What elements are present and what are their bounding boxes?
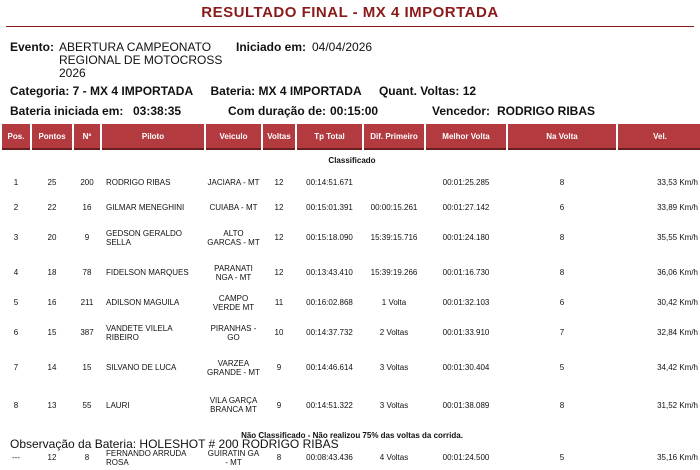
- table-row: [2, 255, 700, 290]
- column-header: Pos.: [2, 124, 30, 150]
- cell-laps: 12: [274, 178, 284, 187]
- cell-laps: 9: [276, 363, 282, 372]
- cell-best-lap: 00:01:38.089: [442, 400, 490, 410]
- column-header: Piloto: [102, 124, 204, 150]
- cell-points: 13: [47, 400, 57, 410]
- cell-points: 20: [47, 233, 57, 242]
- cell-speed: 33,53 Km/h: [657, 178, 698, 187]
- cell-points: 14: [47, 363, 57, 372]
- cell-pilot: FERNANDO ARRUDA ROSA: [106, 448, 187, 467]
- cell-number: 200: [80, 178, 94, 187]
- cell-position: 2: [13, 203, 19, 212]
- bateria-iniciada-value: 03:38:35: [133, 104, 182, 118]
- cell-laps: 9: [276, 400, 282, 410]
- cell-speed: 33,89 Km/h: [657, 203, 698, 212]
- cell-on-lap: 6: [559, 203, 565, 212]
- cell-total-time: 00:14:37.732: [306, 328, 353, 337]
- cell-speed: 31,52 Km/h: [657, 400, 698, 410]
- table-row: [2, 350, 700, 385]
- cell-diff-first: 2 Voltas: [379, 328, 409, 337]
- column-header: Na Volta: [508, 124, 616, 150]
- cell-position: 8: [13, 400, 19, 410]
- cell-on-lap: 8: [559, 178, 565, 187]
- table-header-row: [2, 124, 700, 150]
- cell-diff-first: 3 Voltas: [379, 400, 409, 410]
- cell-vehicle: PIRANHAS - GO: [210, 323, 257, 342]
- duracao-value: 00:15:00: [330, 104, 379, 118]
- results-table: [0, 124, 700, 470]
- cell-points: 15: [47, 328, 57, 337]
- vencedor-value: RODRIGO RIBAS: [497, 104, 596, 118]
- categoria-text: Categoria: 7 - MX 4 IMPORTADA: [10, 84, 194, 98]
- cell-laps: 11: [274, 298, 284, 307]
- cell-speed: 35,55 Km/h: [657, 233, 698, 242]
- cell-total-time: 00:08:43.436: [306, 453, 353, 462]
- cell-pilot: SILVANO DE LUCA: [106, 363, 177, 372]
- column-header: Melhor Volta: [426, 124, 506, 150]
- cell-number: 8: [84, 453, 90, 462]
- cell-diff-first: [364, 170, 424, 195]
- column-header: Pontos: [32, 124, 72, 150]
- cell-points: 16: [47, 298, 57, 307]
- cell-diff-first: 15:39:19.266: [370, 268, 418, 277]
- cell-speed: 36,06 Km/h: [657, 268, 698, 277]
- table-row: [2, 220, 700, 255]
- cell-total-time: 00:15:01.391: [306, 203, 353, 212]
- cell-points: 25: [47, 178, 57, 187]
- cell-pilot: ADILSON MAGUILA: [106, 298, 180, 307]
- cell-best-lap: 00:01:25.285: [442, 178, 490, 187]
- cell-on-lap: 8: [559, 400, 565, 410]
- table-row: [2, 195, 700, 220]
- cell-vehicle: VARZEA GRANDE - MT: [207, 358, 260, 377]
- cell-vehicle: PARANATI NGA - MT: [214, 263, 253, 282]
- cell-diff-first: 1 Volta: [381, 298, 407, 307]
- cell-pilot: GILMAR MENEGHINI: [106, 203, 185, 212]
- cell-total-time: 00:14:51.671: [306, 178, 353, 187]
- cell-position: 7: [13, 363, 19, 372]
- cell-pilot: VANDETE VILELA RIBEIRO: [106, 323, 173, 342]
- column-header: Nº: [74, 124, 100, 150]
- cell-number: 211: [80, 298, 94, 307]
- cell-pilot: FIDELSON MARQUES: [106, 268, 189, 277]
- iniciado-value: 04/04/2026: [312, 40, 373, 54]
- cell-on-lap: 8: [559, 233, 565, 242]
- cell-vehicle: GUIRATIN GA - MT: [207, 448, 260, 467]
- cell-number: 16: [82, 203, 92, 212]
- cell-vehicle: CUIABA - MT: [209, 203, 258, 212]
- observacao-value: HOLESHOT # 200 RODRIGO RIBAS: [139, 437, 339, 451]
- cell-pilot: GEDSON GERALDO SELLA: [106, 228, 183, 247]
- bateria-iniciada-label: Bateria iniciada em:: [10, 104, 124, 118]
- column-header: Tp Total: [297, 124, 362, 150]
- column-header: Voltas: [263, 124, 295, 150]
- cell-best-lap: 00:01:32.103: [442, 298, 490, 307]
- cell-best-lap: 00:01:30.404: [442, 363, 490, 372]
- cell-laps: 10: [274, 328, 284, 337]
- evento-value: ABERTURA CAMPEONATO REGIONAL DE MOTOCROSS 2026: [59, 40, 223, 80]
- evento-label: Evento:: [10, 40, 55, 54]
- cell-on-lap: 6: [559, 298, 565, 307]
- observacao-label: Observação da Bateria:: [10, 437, 137, 451]
- cell-vehicle: ALTO GARCAS - MT: [207, 228, 260, 247]
- cell-speed: 35,16 Km/h: [657, 453, 698, 462]
- cell-number: 78: [82, 268, 92, 277]
- cell-number: 55: [82, 400, 92, 410]
- cell-position: 5: [13, 298, 19, 307]
- cell-position: 3: [13, 233, 19, 242]
- section-title: Classificado: [328, 155, 376, 165]
- section-header-row: [2, 150, 700, 170]
- table-row: [2, 290, 700, 315]
- cell-position: 4: [13, 268, 19, 277]
- observacao: [10, 437, 339, 451]
- cell-on-lap: 5: [559, 363, 565, 372]
- duracao-label: Com duração de:: [228, 104, 327, 118]
- cell-points: 12: [47, 453, 57, 462]
- cell-total-time: 00:13:43.410: [306, 268, 353, 277]
- cell-total-time: 00:15:18.090: [306, 233, 353, 242]
- cell-laps: 12: [274, 233, 284, 242]
- cell-laps: 12: [274, 203, 284, 212]
- table-row: [2, 170, 700, 195]
- title-divider: [6, 26, 694, 27]
- cell-position: 6: [13, 328, 19, 337]
- cell-on-lap: 5: [559, 453, 565, 462]
- cell-position: ---: [12, 453, 20, 462]
- cell-diff-first: 15:39:15.716: [370, 233, 418, 242]
- cell-on-lap: 7: [559, 328, 565, 337]
- cell-number: 15: [82, 363, 92, 372]
- page-title: RESULTADO FINAL - MX 4 IMPORTADA: [201, 4, 499, 21]
- iniciado-label: Iniciado em:: [236, 40, 307, 54]
- cell-total-time: 00:14:51.322: [306, 400, 353, 410]
- table-row: [2, 315, 700, 350]
- voltas-text: Quant. Voltas: 12: [378, 84, 477, 98]
- cell-pilot: LAURI: [106, 400, 130, 410]
- table-row: [2, 385, 700, 425]
- cell-vehicle: CAMPO VERDE MT: [212, 293, 255, 312]
- cell-points: 22: [47, 203, 57, 212]
- column-header: Dif. Primeiro: [364, 124, 424, 150]
- cell-best-lap: 00:01:24.500: [442, 453, 490, 462]
- cell-diff-first: 00:00:15.261: [370, 203, 418, 212]
- cell-diff-first: 3 Voltas: [379, 363, 409, 372]
- bateria-text: Bateria: MX 4 IMPORTADA: [210, 84, 362, 98]
- cell-points: 18: [47, 268, 57, 277]
- cell-vehicle: VILA GARÇA BRANCA MT: [209, 396, 258, 414]
- cell-laps: 8: [276, 453, 282, 462]
- cell-total-time: 00:14:46.614: [306, 363, 353, 372]
- cell-best-lap: 00:01:27.142: [442, 203, 490, 212]
- cell-best-lap: 00:01:33.910: [442, 328, 490, 337]
- category-row: [10, 85, 490, 98]
- cell-diff-first: 4 Voltas: [379, 453, 409, 462]
- cell-speed: 34,42 Km/h: [657, 363, 698, 372]
- cell-best-lap: 00:01:16.730: [442, 268, 490, 277]
- cell-total-time: 00:16:02.868: [306, 298, 353, 307]
- cell-on-lap: 8: [559, 268, 565, 277]
- cell-number: 387: [80, 328, 94, 337]
- cell-position: 1: [13, 178, 19, 187]
- column-header: Vel.: [618, 124, 700, 150]
- column-header: Veiculo: [206, 124, 261, 150]
- cell-speed: 30,42 Km/h: [657, 298, 698, 307]
- cell-speed: 32,84 Km/h: [657, 328, 698, 337]
- cell-vehicle: JACIARA - MT: [207, 178, 260, 187]
- cell-best-lap: 00:01:24.180: [442, 233, 490, 242]
- cell-laps: 12: [274, 268, 284, 277]
- section-title: Não Classificado - Não realizou 75% das voltas da corrida.: [241, 430, 463, 440]
- vencedor-label: Vencedor:: [432, 104, 491, 118]
- cell-number: 9: [84, 233, 90, 242]
- cell-pilot: RODRIGO RIBAS: [106, 178, 171, 187]
